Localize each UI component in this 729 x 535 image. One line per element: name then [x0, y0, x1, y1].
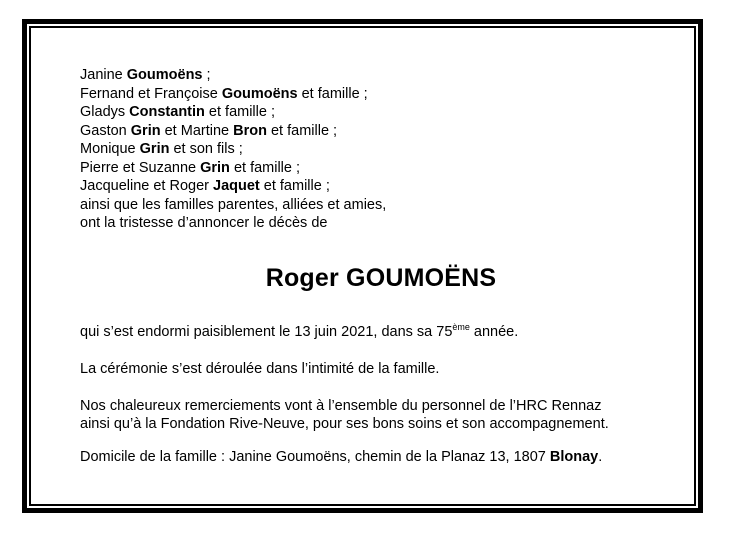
announcement-frame: [22, 19, 703, 513]
text-segment: Monique: [80, 141, 140, 157]
bold-text-segment: Grin: [200, 159, 230, 176]
text-segment: Jacqueline et Roger: [80, 178, 213, 194]
family-name-line: [80, 214, 682, 233]
text-segment: et Martine: [160, 122, 234, 139]
bold-text-segment: Goumoëns: [221, 85, 298, 102]
text-segment: Gaston: [80, 122, 131, 139]
text-segment: ainsi qu’à la Fondation Rive-Neuve, pour ses bons soins et son accompagnement.: [80, 416, 609, 432]
text-segment: Domicile de la famille : Janine Goumoëns, chemin de la Planaz 13, 1807: [80, 448, 550, 465]
text-segment: ;: [202, 67, 211, 83]
bold-text-segment: Goumoëns: [126, 67, 203, 83]
text-segment: ème: [452, 321, 470, 332]
ceremony-paragraph: [80, 360, 682, 379]
death-notice-paragraph: [80, 323, 682, 342]
text-segment: et famille ;: [229, 159, 301, 176]
text-segment: et famille ;: [297, 85, 368, 102]
deceased-name-title: Roger GOUMOËNS: [265, 263, 497, 292]
family-name-line: [80, 66, 682, 85]
text-segment: Janine: [80, 67, 127, 83]
announcement-content: [31, 28, 694, 466]
text-segment: et famille ;: [259, 178, 330, 194]
announcement-frame-inner: [29, 26, 696, 506]
family-names-list: [80, 66, 682, 233]
text-segment: Pierre et Suzanne: [80, 159, 201, 176]
bold-text-segment: Blonay: [549, 448, 599, 465]
bold-text-segment: Constantin: [129, 104, 205, 120]
text-segment: La cérémonie s’est déroulée dans l’intimité de la famille.: [80, 360, 440, 377]
family-name-line: [80, 196, 682, 215]
thanks-line-2: [80, 415, 682, 434]
family-name-line: [80, 103, 682, 122]
family-name-line: [80, 140, 682, 159]
bold-text-segment: Grin: [139, 141, 170, 157]
bold-text-segment: Bron: [233, 122, 267, 139]
text-segment: année.: [469, 323, 519, 340]
text-segment: Gladys: [80, 104, 130, 120]
thanks-paragraph: [80, 397, 682, 434]
text-segment: ainsi que les familles parentes, alliées et amies,: [80, 196, 387, 213]
text-segment: Nos chaleureux remerciements vont à l’ensemble du personnel de l’HRC Rennaz: [80, 397, 602, 414]
text-segment: ont la tristesse d’annoncer le décès de: [80, 215, 328, 231]
text-segment: qui s’est endormi paisiblement le 13 juin 2021, dans sa 75: [80, 323, 453, 340]
family-name-line: [80, 85, 682, 104]
family-name-line: [80, 122, 682, 141]
text-segment: et famille ;: [204, 104, 275, 120]
text-segment: et son fils ;: [169, 141, 243, 157]
bold-text-segment: Jaquet: [213, 178, 260, 194]
text-segment: et famille ;: [266, 122, 338, 139]
text-segment: Fernand et Françoise: [80, 85, 222, 102]
family-name-line: [80, 177, 682, 196]
family-name-line: [80, 159, 682, 178]
thanks-line-1: [80, 397, 682, 416]
text-segment: .: [598, 448, 603, 465]
family-address-paragraph: [80, 448, 682, 467]
bold-text-segment: Grin: [130, 122, 161, 139]
